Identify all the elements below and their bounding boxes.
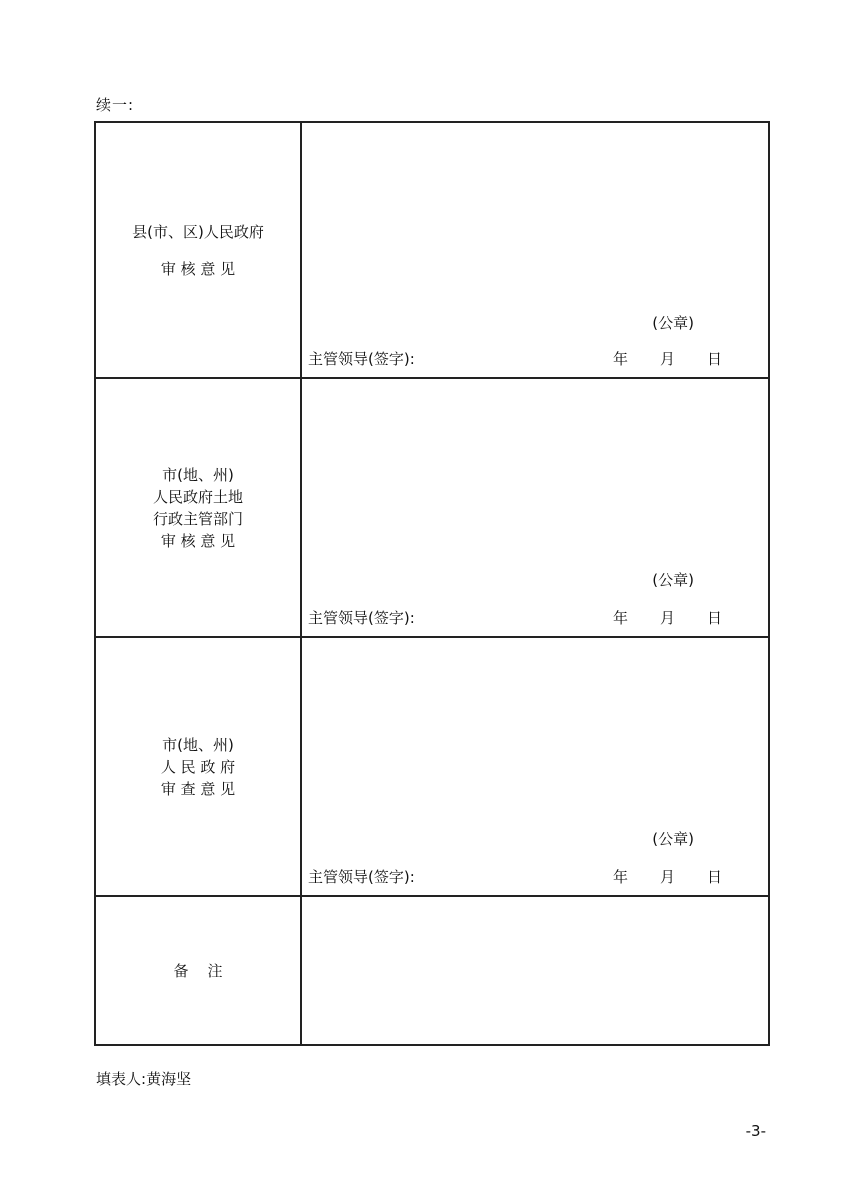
remarks-label-cell [95, 896, 301, 1045]
date-line [613, 866, 722, 887]
form-row-remarks [95, 896, 769, 1045]
date-line [613, 607, 722, 628]
review-opinion-form [94, 121, 770, 1046]
people-government-label: 人 民 政 府 [160, 757, 236, 776]
year-label: 年 [612, 350, 628, 368]
year-label: 年 [612, 609, 628, 627]
official-seal-label: (公章) [652, 571, 694, 589]
city-prefecture-label: 市(地、州) [162, 735, 234, 754]
official-seal-label: (公章) [652, 314, 694, 332]
city-gov-review-label-cell [95, 637, 301, 896]
filler-label: 填表人: [96, 1070, 147, 1088]
review-opinion-label: 审 核 意 见 [160, 531, 236, 550]
government-land-label: 人民政府土地 [152, 487, 243, 506]
land-dept-review-label-cell [95, 378, 301, 637]
review-opinion-label: 审 核 意 见 [160, 259, 236, 278]
page-number: -3- [745, 1122, 766, 1140]
form-row-county-review [95, 122, 769, 378]
form-row-city-gov-review [95, 637, 769, 896]
month-label: 月 [659, 868, 675, 886]
date-line [613, 348, 722, 369]
continued-label: 续一: [96, 96, 135, 114]
year-label: 年 [612, 868, 628, 886]
city-gov-review-opinion-field[interactable] [301, 637, 769, 896]
leader-signature-label: 主管领导(签字): [308, 350, 415, 368]
month-label: 月 [659, 609, 675, 627]
examination-opinion-label: 审 查 意 见 [160, 779, 236, 798]
form-filler [96, 1068, 191, 1089]
county-review-label-cell [95, 122, 301, 378]
form-row-land-dept-review [95, 378, 769, 637]
county-review-opinion-field[interactable] [301, 122, 769, 378]
land-dept-review-opinion-field[interactable] [301, 378, 769, 637]
day-label: 日 [706, 868, 722, 886]
filler-name: 黄海坚 [146, 1070, 192, 1088]
remarks-field[interactable] [301, 896, 769, 1045]
admin-dept-label: 行政主管部门 [152, 509, 243, 528]
day-label: 日 [706, 350, 722, 368]
city-prefecture-label: 市(地、州) [162, 465, 234, 484]
month-label: 月 [659, 350, 675, 368]
official-seal-label: (公章) [652, 830, 694, 848]
day-label: 日 [706, 609, 722, 627]
remarks-label: 备 注 [173, 961, 223, 980]
leader-signature-label: 主管领导(签字): [308, 609, 415, 627]
county-government-label: 县(市、区)人民政府 [132, 222, 264, 241]
leader-signature-label: 主管领导(签字): [308, 868, 415, 886]
